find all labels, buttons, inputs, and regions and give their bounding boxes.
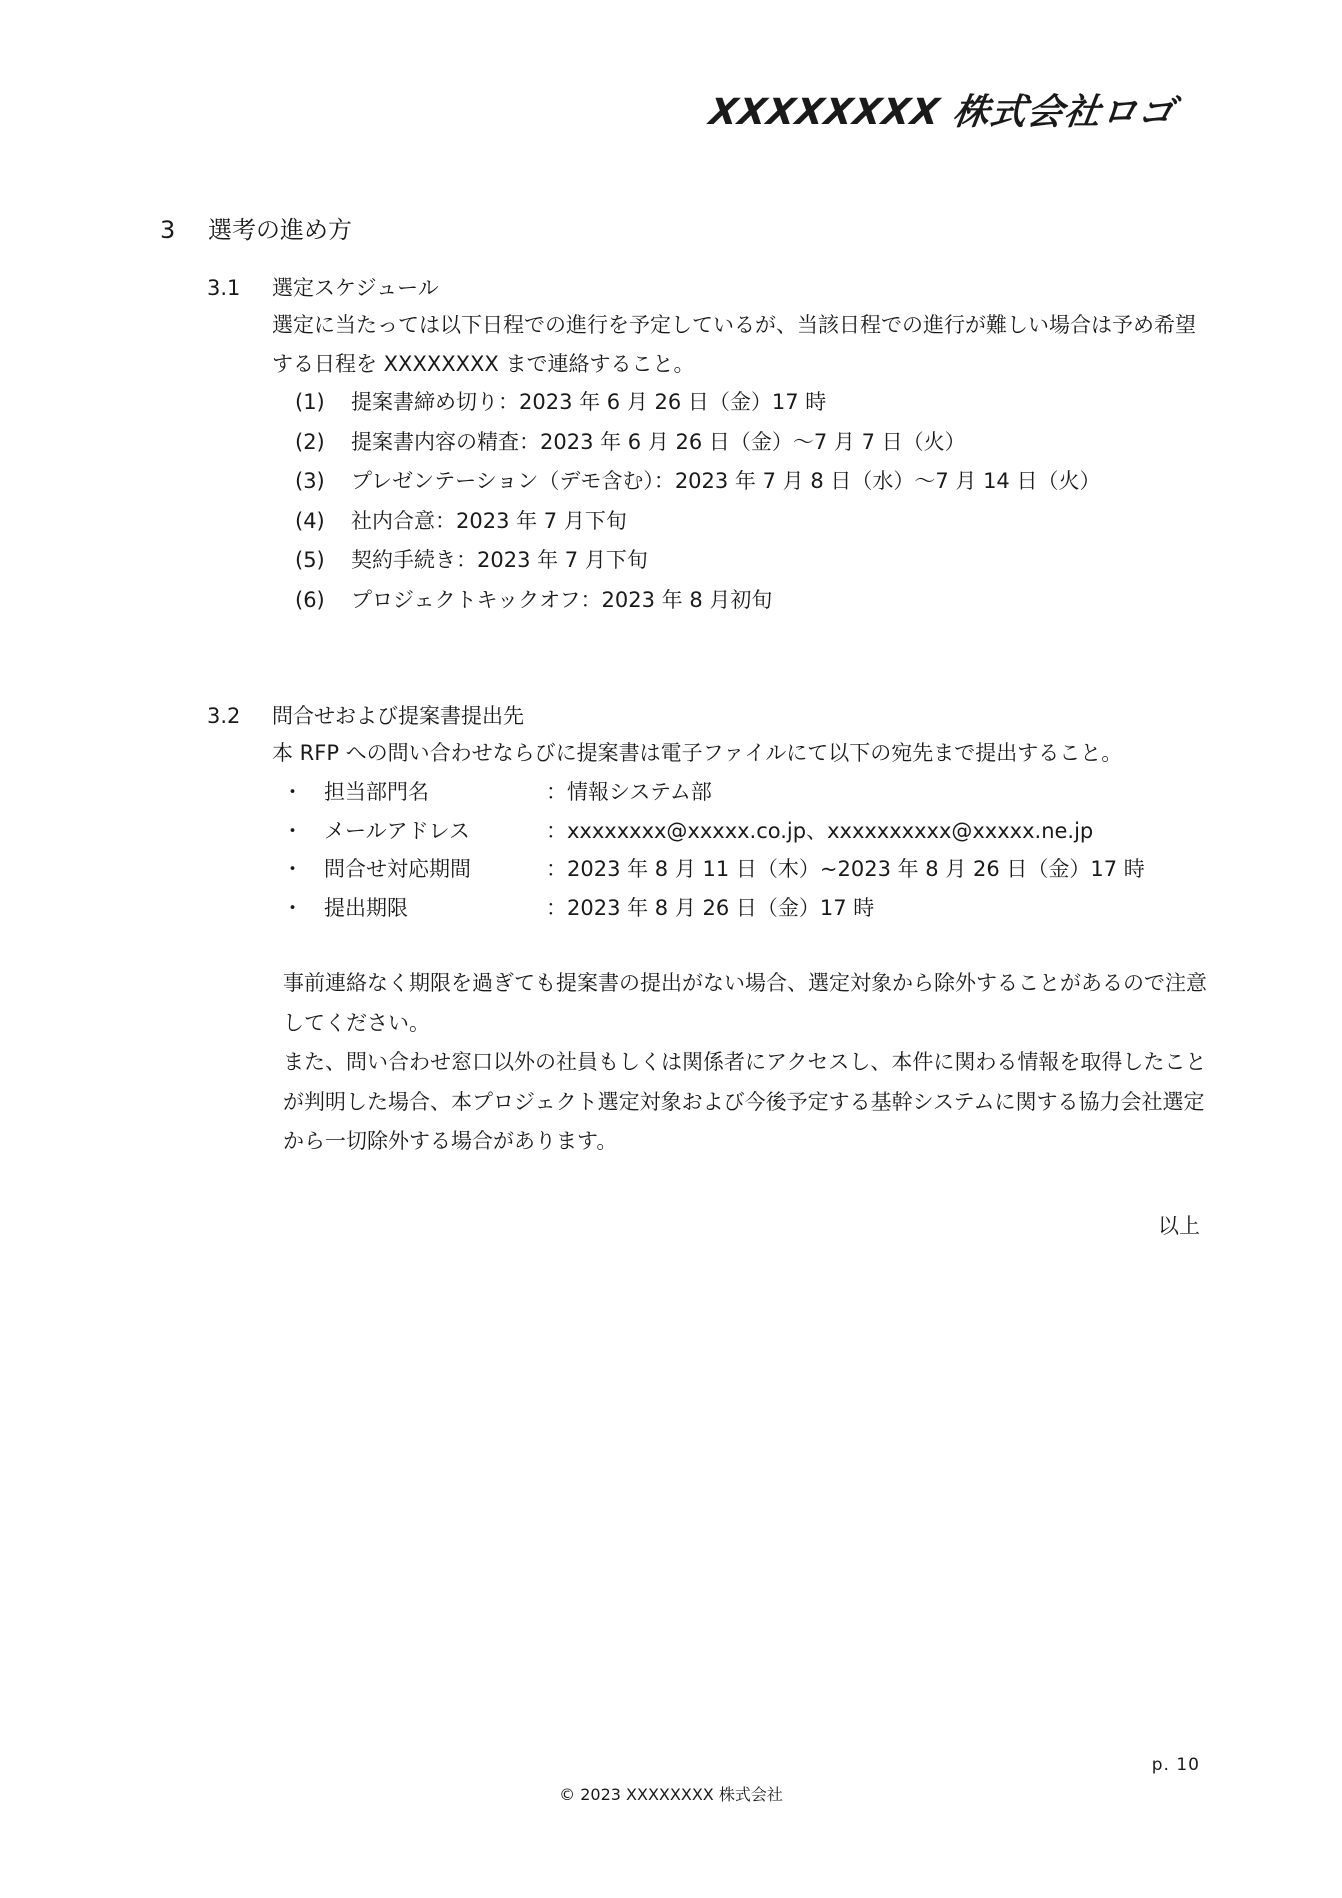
bullet-icon: ・ bbox=[282, 895, 303, 920]
contact-item-value: ：2023 年 8 月 26 日（金）17 時 bbox=[546, 895, 875, 920]
schedule-item-text: 提案書内容の精査：2023 年 6 月 26 日（金）〜7 月 7 日（火） bbox=[351, 429, 966, 454]
schedule-item-number: (6) bbox=[295, 587, 325, 612]
schedule-item bbox=[295, 383, 1100, 423]
subsection-heading-schedule bbox=[207, 272, 439, 302]
contact-item-value: ：情報システム部 bbox=[546, 780, 712, 804]
notes-line: してください。 bbox=[283, 1010, 430, 1035]
notes-line: が判明した場合、本プロジェクト選定対象および今後予定する基幹システムに関する協力会社選定 bbox=[283, 1089, 1205, 1114]
schedule-item bbox=[295, 462, 1100, 502]
subsection-title: 選定スケジュール bbox=[272, 276, 439, 300]
subsection-title: 問合せおよび提案書提出先 bbox=[272, 704, 524, 728]
schedule-item bbox=[295, 581, 1100, 621]
contact-item-label: 問合せ対応期間 bbox=[324, 857, 471, 881]
schedule-item-text: 契約手続き：2023 年 7 月下旬 bbox=[351, 548, 648, 572]
contact-list bbox=[282, 773, 1145, 927]
schedule-intro-line: 選定に当たっては以下日程での進行を予定しているが、当該日程での進行が難しい場合は予め希望 bbox=[272, 313, 1196, 337]
subsection-heading-contact bbox=[207, 700, 524, 730]
copyright-footer: © 2023 XXXXXXXX 株式会社 bbox=[559, 1785, 783, 1804]
schedule-item bbox=[295, 502, 1100, 542]
schedule-item-number: (4) bbox=[295, 508, 325, 533]
page-number: p. 10 bbox=[1151, 1755, 1200, 1775]
bullet-icon: ・ bbox=[282, 818, 303, 843]
schedule-item-number: (5) bbox=[295, 548, 325, 572]
schedule-item bbox=[295, 423, 1100, 463]
contact-item-value: ：2023 年 8 月 11 日（木）~2023 年 8 月 26 日（金）17 時 bbox=[546, 857, 1145, 881]
subsection-number: 3.2 bbox=[207, 704, 241, 728]
schedule-item-number: (1) bbox=[295, 390, 325, 414]
contact-item bbox=[282, 773, 1145, 812]
notes-paragraph bbox=[283, 964, 1207, 1162]
section-number: 3 bbox=[160, 216, 176, 244]
schedule-item-number: (2) bbox=[295, 429, 325, 454]
contact-item-label: メールアドレス bbox=[324, 818, 470, 843]
section-title: 選考の進め方 bbox=[208, 216, 352, 244]
schedule-item bbox=[295, 541, 1100, 581]
schedule-intro bbox=[272, 306, 1207, 384]
closing-mark: 以上 bbox=[1158, 1214, 1200, 1238]
schedule-item-number: (3) bbox=[295, 469, 325, 493]
contact-item-label: 提出期限 bbox=[324, 895, 408, 920]
schedule-intro-line: する日程を XXXXXXXX まで連絡すること。 bbox=[272, 352, 695, 376]
bullet-icon: ・ bbox=[282, 780, 303, 804]
section-heading bbox=[160, 210, 352, 245]
contact-item bbox=[282, 889, 1145, 928]
schedule-item-text: 社内合意：2023 年 7 月下旬 bbox=[351, 508, 627, 533]
company-logo: XXXXXXXX 株式会社ロゴ bbox=[707, 92, 1179, 133]
notes-line: また、問い合わせ窓口以外の社員もしくは関係者にアクセスし、本件に関わる情報を取得したこと bbox=[283, 1050, 1207, 1074]
notes-line: 事前連絡なく期限を過ぎても提案書の提出がない場合、選定対象から除外することがあるので注意 bbox=[283, 971, 1207, 995]
schedule-item-text: プロジェクトキックオフ：2023 年 8 月初旬 bbox=[351, 587, 773, 612]
contact-item-value: ：xxxxxxxx@xxxxx.co.jp、xxxxxxxxxx@xxxxx.ne.jp bbox=[546, 818, 1094, 843]
schedule-item-text: プレゼンテーション（デモ含む）：2023 年 7 月 8 日（水）〜7 月 14 日（火） bbox=[351, 469, 1101, 493]
contact-item-label: 担当部門名 bbox=[324, 780, 429, 804]
contact-intro-line: 本 RFP への問い合わせならびに提案書は電子ファイルにて以下の宛先まで提出すること。 bbox=[272, 741, 1123, 765]
contact-intro bbox=[272, 734, 1207, 773]
contact-item bbox=[282, 850, 1145, 889]
notes-line: から一切除外する場合があります。 bbox=[283, 1129, 618, 1153]
contact-item bbox=[282, 812, 1145, 851]
bullet-icon: ・ bbox=[282, 857, 303, 881]
schedule-list bbox=[295, 383, 1100, 620]
subsection-number: 3.1 bbox=[207, 276, 241, 300]
schedule-item-text: 提案書締め切り：2023 年 6 月 26 日（金）17 時 bbox=[351, 390, 827, 414]
